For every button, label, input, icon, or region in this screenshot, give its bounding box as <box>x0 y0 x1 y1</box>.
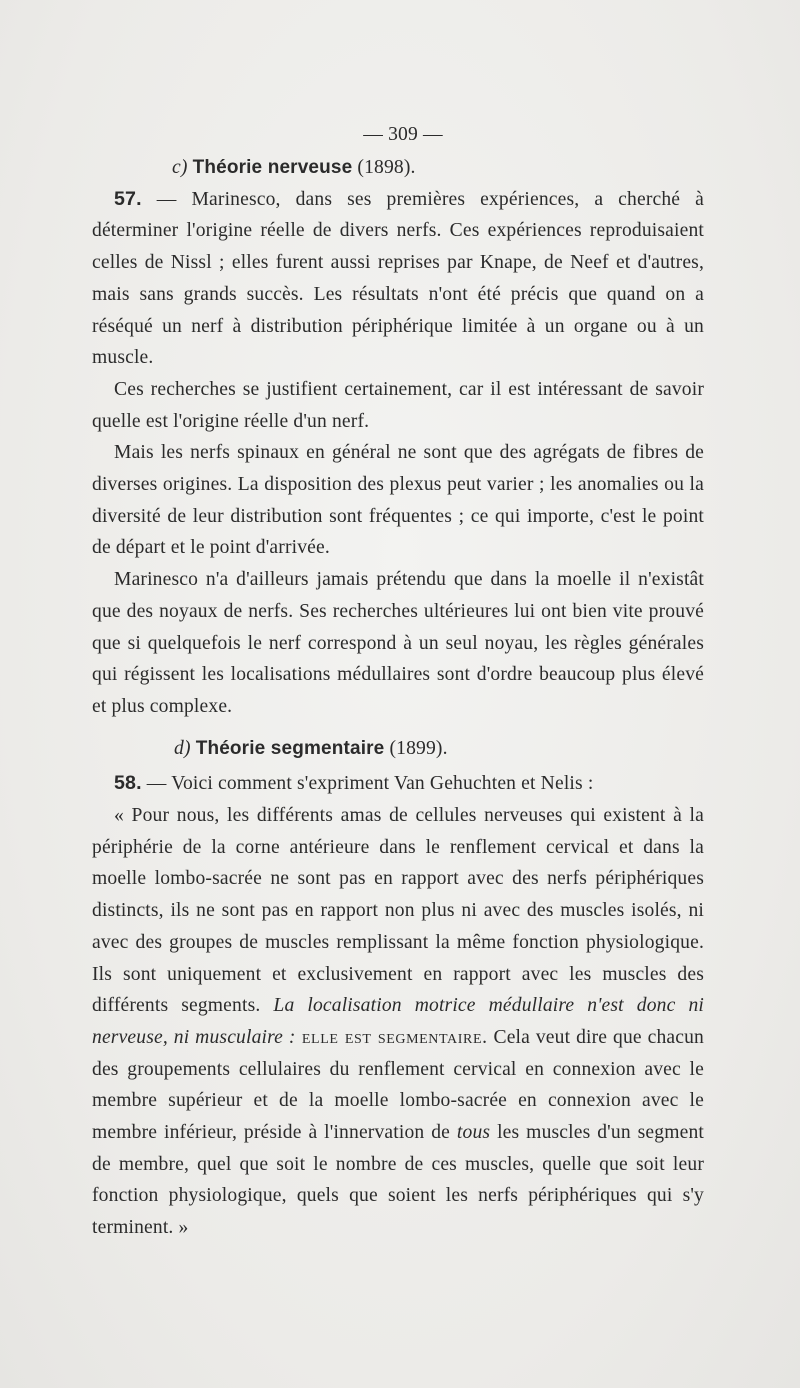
section-heading-d <box>92 733 704 765</box>
quote-text: Cela veut dire que chacun des groupements cellulaires du renflement cervical en connexion avec le membre supérieur et de la moelle lombo-sacrée en connexion avec le membre inférieur, préside à l'innervation de <box>92 1026 705 1144</box>
quote-emphasis: La localisation motrice médullaire n'est donc ni nerveuse, ni musculaire : <box>92 995 704 1048</box>
quote-small-caps: elle est segmentaire. <box>295 1026 488 1048</box>
section-letter: d) <box>174 737 191 759</box>
paragraph: Ces recherches se justifient certainement, car il est intéressant de savoir quelle est l'origine réelle d'un nerf. <box>92 378 704 432</box>
book-page <box>92 118 704 1244</box>
section-year: (1898). <box>357 157 416 178</box>
quotation-paragraph <box>92 800 704 1244</box>
paragraph-text: — Voici comment s'expriment Van Gehuchten et Nelis : <box>141 773 594 795</box>
section-letter: c) <box>172 157 188 178</box>
paragraph-57 <box>92 184 704 374</box>
paragraph-number: 57. <box>114 187 142 210</box>
section-title: Théorie segmentaire <box>195 737 385 759</box>
paragraph-58 <box>92 768 704 800</box>
quote-text: les muscles d'un segment de membre, quel que soit le nombre de ces muscles, quelle que soit leur fonction physiologique, quels que soient les nerfs périphériques qui s'y terminent. » <box>92 1122 704 1239</box>
quote-emphasis: tous <box>456 1122 491 1144</box>
paragraph: Mais les nerfs spinaux en général ne sont que des agrégats de fibres de diverses origines. La disposition des plexus peut varier ; les anomalies ou la diversité de leur distribution sont fréquentes ; ce qui importe, c'est le point de départ et le point d'arrivée. <box>92 442 704 559</box>
page-number: — 309 — <box>363 124 443 145</box>
section-year: (1899). <box>389 737 448 759</box>
paragraph-number: 58. <box>114 772 142 795</box>
section-title: Théorie nerveuse <box>192 157 353 178</box>
section-heading-c <box>92 152 704 184</box>
quote-text: « Pour nous, les différents amas de cellules nerveuses qui existent à la périphérie de la corne antérieure dans le renflement cervical et dans la moelle lombo-sacrée ne sont pas en rapport avec des nerfs périphériques distincts, ils ne sont pas en rapport non plus ni avec des muscles isolés, ni avec des groupes de muscles remplissant la même fonction physiologique. Ils sont uniquement et exclusivement en rapport avec les muscles des différents segments. <box>92 805 704 1017</box>
paragraph: Marinesco n'a d'ailleurs jamais prétendu que dans la moelle il n'existât que des noyaux de nerfs. Ses recherches ultérieures lui ont bien vite prouvé que si quelquefois le nerf correspond à un seul noyau, les règles générales qui régissent les localisations médullaires sont d'ordre beaucoup plus élevé et plus complexe. <box>92 569 704 717</box>
paragraph-text: — Marinesco, dans ses premières expériences, a cherché à déterminer l'origine réelle de divers nerfs. Ces expériences reproduisaient celles de Nissl ; elles furent aussi reprises par Knape, de Neef et d'autres, mais sans grands succès. Les résultats n'ont été précis que quand on a réséqué un nerf à distribution périphérique limitée à un organe ou à un muscle. <box>92 188 704 369</box>
